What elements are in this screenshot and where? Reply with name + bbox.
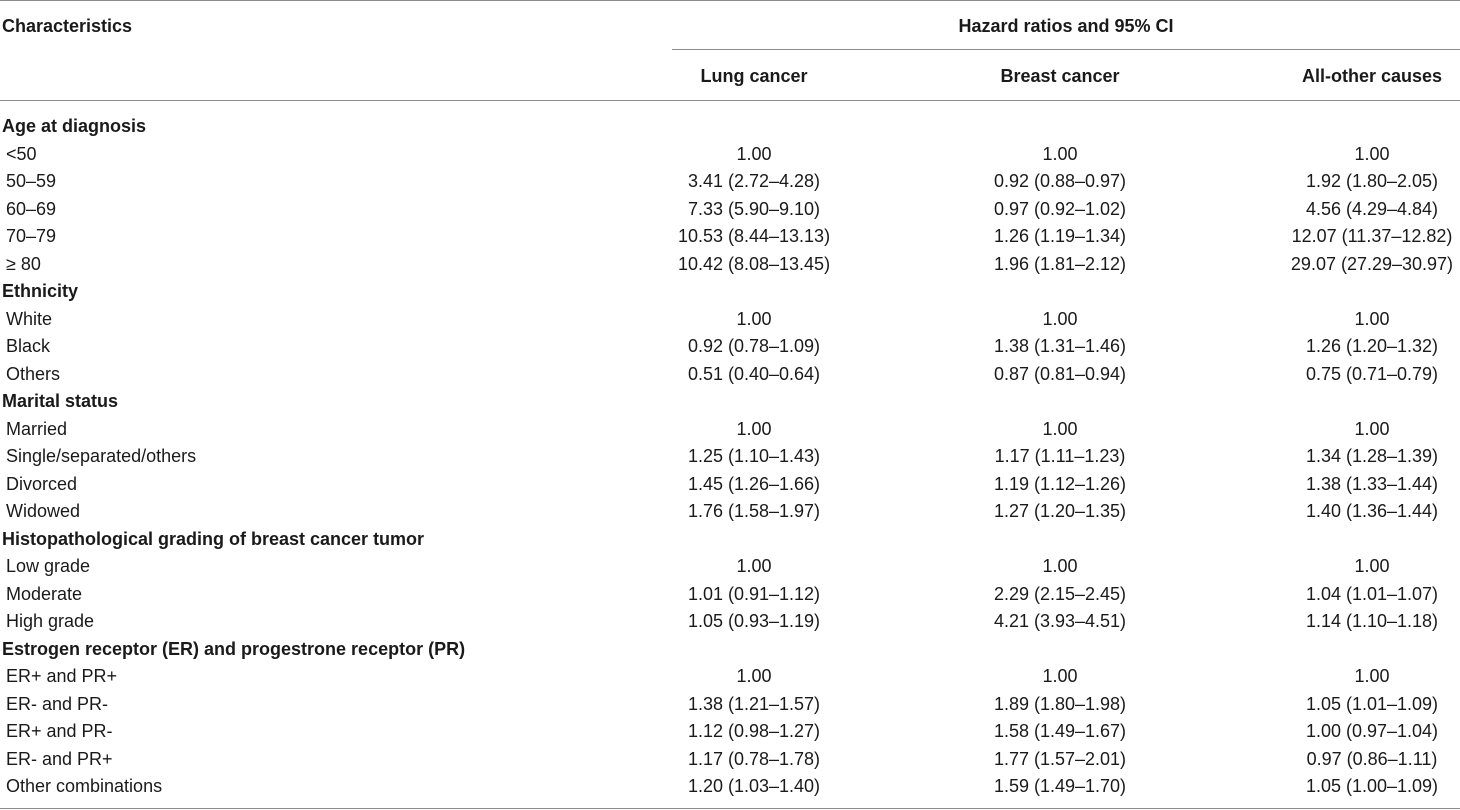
table-row (0, 691, 1460, 719)
lung-cancer-value: 1.76 (1.58–1.97) (687, 501, 821, 521)
row-label: 50–59 (6, 171, 57, 191)
table-body (0, 113, 1460, 801)
breast-cancer-value: 1.00 (1042, 143, 1078, 164)
breast-cancer-value: 1.38 (1.31–1.46) (993, 336, 1127, 356)
lung-cancer-value: 1.05 (0.93–1.19) (687, 611, 821, 631)
row-label: Married (6, 418, 68, 439)
all-other-causes-value: 1.00 (1354, 143, 1390, 164)
lung-cancer-value: 1.25 (1.10–1.43) (687, 446, 821, 466)
all-other-causes-value: 1.34 (1.28–1.39) (1305, 446, 1439, 466)
all-other-causes-value: 1.26 (1.20–1.32) (1305, 336, 1439, 356)
table-row (0, 251, 1460, 279)
table-row (0, 361, 1460, 389)
section-title: Ethnicity (2, 281, 79, 301)
all-other-causes-value: 1.00 (1354, 418, 1390, 439)
all-other-causes-value: 1.40 (1.36–1.44) (1305, 501, 1439, 521)
row-label: High grade (6, 611, 95, 631)
lung-cancer-value: 1.17 (0.78–1.78) (687, 748, 821, 769)
header-bottom-rule (0, 100, 1460, 101)
row-label: White (6, 308, 53, 329)
row-label: Low grade (6, 556, 91, 576)
all-other-causes-value: 1.00 (0.97–1.04) (1305, 721, 1439, 741)
row-label: 60–69 (6, 198, 57, 219)
all-other-causes-value: 1.00 (1354, 308, 1390, 329)
table-row (0, 718, 1460, 746)
table-row (0, 416, 1460, 444)
all-other-causes-value: 1.92 (1.80–2.05) (1305, 171, 1439, 191)
row-label: ≥ 80 (6, 253, 41, 274)
lung-cancer-value: 1.12 (0.98–1.27) (687, 721, 821, 741)
row-label: Widowed (6, 501, 81, 521)
row-label: ER+ and PR- (6, 721, 113, 741)
column-header-lung-cancer: Lung cancer (700, 66, 808, 86)
section-header-row (0, 388, 1460, 416)
lung-cancer-value: 1.20 (1.03–1.40) (687, 776, 821, 796)
table-row (0, 608, 1460, 636)
all-other-causes-value: 1.14 (1.10–1.18) (1305, 611, 1439, 631)
table-row (0, 168, 1460, 196)
all-other-causes-value: 0.75 (0.71–0.79) (1305, 363, 1439, 384)
lung-cancer-value: 10.53 (8.44–13.13) (677, 226, 831, 246)
span-header-rule (672, 49, 1460, 50)
breast-cancer-value: 1.77 (1.57–2.01) (993, 748, 1127, 769)
breast-cancer-value: 1.19 (1.12–1.26) (993, 473, 1127, 494)
lung-cancer-value: 0.51 (0.40–0.64) (687, 363, 821, 384)
all-other-causes-value: 12.07 (11.37–12.82) (1291, 226, 1453, 246)
all-other-causes-value: 1.05 (1.00–1.09) (1305, 776, 1439, 796)
lung-cancer-value: 1.38 (1.21–1.57) (687, 693, 821, 714)
breast-cancer-value: 1.00 (1042, 308, 1078, 329)
table-row (0, 333, 1460, 361)
section-header-row (0, 526, 1460, 554)
lung-cancer-value: 7.33 (5.90–9.10) (687, 198, 821, 219)
row-label: 70–79 (6, 226, 57, 246)
section-header-row (0, 636, 1460, 664)
section-title: Age at diagnosis (2, 116, 147, 136)
lung-cancer-value: 1.00 (736, 418, 772, 439)
breast-cancer-value: 1.26 (1.19–1.34) (993, 226, 1127, 246)
breast-cancer-value: 1.17 (1.11–1.23) (994, 446, 1126, 466)
row-label: Black (6, 336, 51, 356)
row-label: Divorced (6, 473, 78, 494)
breast-cancer-value: 1.00 (1042, 418, 1078, 439)
all-other-causes-value: 1.05 (1.01–1.09) (1305, 693, 1439, 714)
breast-cancer-value: 0.92 (0.88–0.97) (993, 171, 1127, 191)
lung-cancer-value: 0.92 (0.78–1.09) (687, 336, 821, 356)
breast-cancer-value: 1.96 (1.81–2.12) (993, 253, 1127, 274)
table-bottom-rule (0, 808, 1460, 809)
all-other-causes-value: 4.56 (4.29–4.84) (1305, 198, 1439, 219)
breast-cancer-value: 1.59 (1.49–1.70) (993, 776, 1127, 796)
hazard-ratio-span-header: Hazard ratios and 95% CI (958, 16, 1174, 36)
table-row (0, 663, 1460, 691)
lung-cancer-value: 1.00 (736, 666, 772, 686)
row-label: Other combinations (6, 776, 163, 796)
row-label: ER+ and PR+ (6, 666, 118, 686)
lung-cancer-value: 10.42 (8.08–13.45) (677, 253, 831, 274)
table-row (0, 773, 1460, 801)
breast-cancer-value: 1.00 (1042, 556, 1078, 576)
breast-cancer-value: 1.27 (1.20–1.35) (993, 501, 1127, 521)
column-header-breast-cancer: Breast cancer (1000, 66, 1120, 86)
table-row (0, 471, 1460, 499)
all-other-causes-value: 0.97 (0.86–1.11) (1306, 748, 1438, 769)
row-label: <50 (6, 143, 37, 164)
section-header-row (0, 113, 1460, 141)
row-label: Single/separated/others (6, 446, 197, 466)
row-label: Moderate (6, 583, 83, 604)
all-other-causes-value: 1.38 (1.33–1.44) (1305, 473, 1439, 494)
all-other-causes-value: 1.00 (1354, 556, 1390, 576)
section-title: Marital status (2, 391, 119, 411)
all-other-causes-value: 29.07 (27.29–30.97) (1290, 253, 1454, 274)
lung-cancer-value: 3.41 (2.72–4.28) (687, 171, 821, 191)
characteristics-header: Characteristics (2, 16, 133, 36)
row-label: Others (6, 363, 61, 384)
breast-cancer-value: 1.00 (1042, 666, 1078, 686)
lung-cancer-value: 1.00 (736, 556, 772, 576)
table-row (0, 746, 1460, 774)
section-title: Estrogen receptor (ER) and progestrone receptor (PR) (2, 638, 466, 659)
breast-cancer-value: 1.89 (1.80–1.98) (993, 693, 1127, 714)
breast-cancer-value: 4.21 (3.93–4.51) (993, 611, 1127, 631)
lung-cancer-value: 1.00 (736, 308, 772, 329)
row-label: ER- and PR+ (6, 748, 113, 769)
all-other-causes-value: 1.04 (1.01–1.07) (1305, 583, 1439, 604)
breast-cancer-value: 0.97 (0.92–1.02) (993, 198, 1127, 219)
lung-cancer-value: 1.45 (1.26–1.66) (687, 473, 821, 494)
breast-cancer-value: 1.58 (1.49–1.67) (993, 721, 1127, 741)
section-header-row (0, 278, 1460, 306)
lung-cancer-value: 1.00 (736, 143, 772, 164)
lung-cancer-value: 1.01 (0.91–1.12) (687, 583, 821, 604)
row-label: ER- and PR- (6, 693, 109, 714)
all-other-causes-value: 1.00 (1354, 666, 1390, 686)
section-title: Histopathological grading of breast cancer tumor (2, 528, 425, 549)
breast-cancer-value: 0.87 (0.81–0.94) (993, 363, 1127, 384)
table-row (0, 223, 1460, 251)
table-top-rule (0, 0, 1460, 1)
table-row (0, 196, 1460, 224)
column-header-all-other-causes: All-other causes (1301, 66, 1443, 86)
table-row (0, 443, 1460, 471)
table-row (0, 141, 1460, 169)
table-row (0, 553, 1460, 581)
table-row (0, 306, 1460, 334)
breast-cancer-value: 2.29 (2.15–2.45) (993, 583, 1127, 604)
table-row (0, 498, 1460, 526)
table-row (0, 581, 1460, 609)
